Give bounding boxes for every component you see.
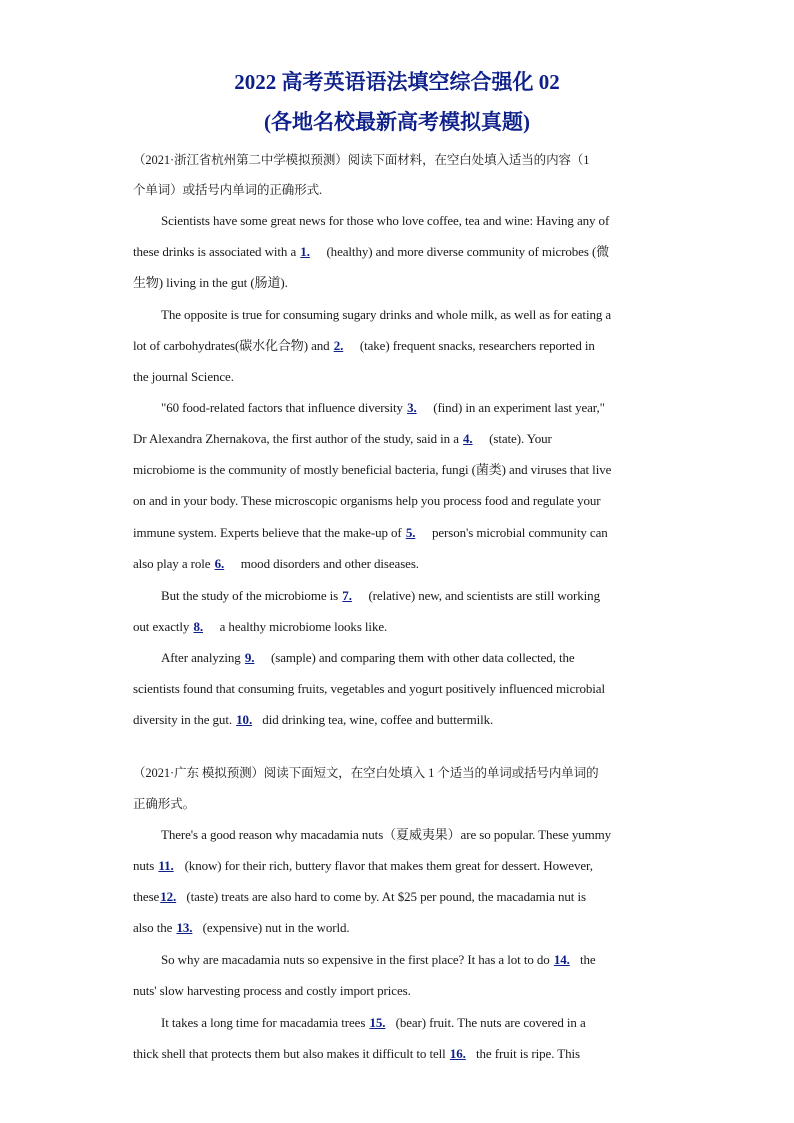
blank-3[interactable]: 3. <box>407 400 417 415</box>
passage1-line: Scientists have some great news for those who love coffee, tea and wine: Having any of <box>161 213 610 228</box>
blank-12[interactable]: 12. <box>160 889 177 904</box>
passage2-line: these12. (taste) treats are also hard to come by. At $25 per pound, the macadamia nut is <box>133 889 586 904</box>
blank-13[interactable]: 13. <box>176 920 193 935</box>
blank-4[interactable]: 4. <box>463 431 473 446</box>
passage2-line: also the 13. (expensive) nut in the world. <box>133 920 350 935</box>
passage2-line: nuts' slow harvesting process and costly import prices. <box>133 983 411 998</box>
passage1-line: also play a role 6. mood disorders and other diseases. <box>133 556 419 571</box>
passage1-line: 生物) living in the gut (肠道). <box>133 275 288 290</box>
document-title: 2022 高考英语语法填空综合强化 02 <box>234 70 560 94</box>
blank-8[interactable]: 8. <box>193 619 204 634</box>
passage1-line: After analyzing 9. (sample) and comparing them with other data collected, the <box>161 650 575 665</box>
blank-16[interactable]: 16. <box>449 1046 466 1061</box>
blank-10[interactable]: 10. <box>236 712 253 727</box>
blank-5[interactable]: 5. <box>405 525 416 540</box>
passage2-line: It takes a long time for macadamia trees 15. (bear) fruit. The nuts are covered in a <box>161 1015 586 1030</box>
blank-7[interactable]: 7. <box>342 588 352 603</box>
passage1-line: on and in your body. These microscopic organisms help you process food and regulate your <box>133 493 601 508</box>
passage2-line: So why are macadamia nuts so expensive in the first place? It has a lot to do 14. the <box>161 952 596 967</box>
passage2-instruction-line1: （2021·广东 模拟预测）阅读下面短文，在空白处填入 1 个适当的单词或括号内单词的 <box>133 766 599 780</box>
blank-9[interactable]: 9. <box>244 650 255 665</box>
passage1-line: scientists found that consuming fruits, vegetables and yogurt positively influenced microbial <box>133 681 605 696</box>
blank-14[interactable]: 14. <box>553 952 570 967</box>
blank-15[interactable]: 15. <box>369 1015 386 1030</box>
blank-1[interactable]: 1. <box>300 244 310 259</box>
blank-2[interactable]: 2. <box>333 338 344 353</box>
blank-11[interactable]: 11. <box>158 858 174 873</box>
passage1-line: the journal Science. <box>133 369 234 384</box>
passage2-instruction-line2: 正确形式。 <box>133 797 196 811</box>
passage2-line: There's a good reason why macadamia nuts（夏威夷果）are so popular. These yummy <box>161 827 612 842</box>
passage1-line: But the study of the microbiome is 7. (relative) new, and scientists are still working <box>161 588 600 603</box>
passage1-line: out exactly 8. a healthy microbiome looks like. <box>133 619 388 634</box>
passage1-line: microbiome is the community of mostly beneficial bacteria, fungi (菌类) and viruses that live <box>133 462 612 477</box>
passage1-line: The opposite is true for consuming sugary drinks and whole milk, as well as for eating a <box>161 307 612 322</box>
passage1-line: Dr Alexandra Zhernakova, the first author of the study, said in a 4. (state). Your <box>133 431 552 446</box>
passage1-line: "60 food-related factors that influence diversity 3. (find) in an experiment last year," <box>161 400 605 415</box>
passage2-line: nuts 11. (know) for their rich, buttery flavor that makes them great for dessert. However, <box>133 858 593 873</box>
passage1-line: these drinks is associated with a 1. (healthy) and more diverse community of microbes (微 <box>133 244 610 259</box>
document-subtitle: (各地名校最新高考模拟真题) <box>264 110 530 134</box>
passage1-instruction-line1: （2021·浙江省杭州第二中学模拟预测）阅读下面材料，在空白处填入适当的内容（1 <box>133 153 590 167</box>
passage1-line: immune system. Experts believe that the make-up of 5. person's microbial community can <box>133 525 608 540</box>
blank-6[interactable]: 6. <box>214 556 225 571</box>
passage1-line: lot of carbohydrates(碳水化合物) and 2. (take) frequent snacks, researchers reported in <box>133 338 595 353</box>
passage2-line: thick shell that protects them but also makes it difficult to tell 16. the fruit is ripe. This <box>133 1046 580 1061</box>
passage1-line: diversity in the gut. 10. did drinking tea, wine, coffee and buttermilk. <box>133 712 494 727</box>
passage1-instruction-line2: 个单词）或括号内单词的正确形式. <box>133 183 323 197</box>
